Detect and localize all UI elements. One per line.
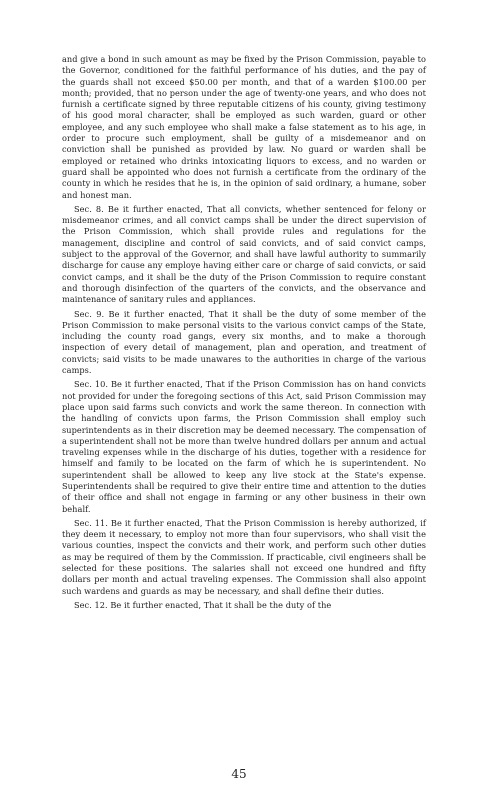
section-label: Sec. 11.	[74, 517, 108, 528]
paragraph-text: Be it further enacted, That it shall be the duty of the	[110, 599, 332, 610]
paragraph-text: Be it further enacted, That all convicts, whether sentenced for felony or misdemeanor crimes, and all convict camps shall be under the direct supervision of the Prison Commission, which shall provide rules and regulations for the management, discipline and control of said convicts, and of said convict camps, subject to the approval of the Governor, and shall have lawful authority to summarily discharge for cause any employe having either care or charge of said convicts, or said convict camps, and it shall be the duty of the Prison Commission to require constant and thorough disinfection of the quarters of the convicts, and the observance and maintenance of sanitary rules and appliances.	[62, 203, 427, 305]
paragraph-sec-10	[62, 379, 426, 515]
section-label: Sec. 10.	[74, 379, 108, 390]
paragraph-sec-11	[62, 518, 426, 597]
paragraph-text: Be it further enacted, That the Prison Commission is hereby authorized, if they deem it necessary, to employ not more than four supervisors, who shall visit the various counties, inspect the convicts and their work, and perform such other duties as may be required of them by the Commission. If practicable, civil engineers shall be selected for these positions. The salaries shall not exceed one hundred and fifty dollars per month and actual traveling expenses. The Commission shall also appoint such wardens and guards as may be necessary, and shall define their duties.	[62, 517, 427, 596]
paragraph-sec-9	[62, 309, 426, 377]
page-number: 45	[231, 767, 247, 781]
paragraph-continuation	[62, 54, 426, 201]
paragraph-text: and give a bond in such amount as may be fixed by the Prison Commission, payable to the Governor, conditioned for the faithful performance of his duties, and the pay of the guards shall not exceed $50.00 per month, and that of a warden $100.00 per month; provided, that no person under the age of twenty-one years, and who does not furnish a certificate signed by three reputable citizens of his county, giving testimony of his good moral character, shall be employed as such warden, guard or other employee, and any such employee who shall make a false statement as to his age, in order to procure such employment, shall be guilty of a misdemeanor and on conviction shall be punished as provided by law. No guard or warden shall be employed or retained who drinks intoxicating liquors to excess, and no warden or guard shall be appointed who does not furnish a certificate from the ordinary of the county in which he resides that he is, in the opinion of said ordinary, a humane, sober and honest man.	[62, 54, 426, 200]
body-text	[62, 54, 426, 614]
section-label: Sec. 9.	[74, 308, 105, 319]
paragraph-text: Be it further enacted, That if the Prison Commission has on hand convicts not provided for under the foregoing sections of this Act, said Prison Commission may place upon said farms such convicts and work the same thereon. In connection with the handling of convicts upon farms, the Prison Commission shall employ such superintendents as in their discretion may be deemed necessary. The compensation of a superintendent shall not be more than twelve hundred dollars per annum and actual traveling expenses while in the discharge of his duties, together with a residence for himself and family to be located on the farm of which he is superintendent. No superintendent shall be allowed to keep any live stock at the State's expense. Superintendents shall be required to give their entire time and attention to the duties of their office and shall not engage in farming or any other business in their own behalf.	[62, 379, 426, 514]
paragraph-text: Be it further enacted, That it shall be the duty of some member of the Prison Commission to make personal visits to the various convict camps of the State, including the county road gangs, every six months, and to make a thorough inspection of every detail of management, plan and operation, and treatment of convicts; said visits to be made unawares to the authorities in charge of the various camps.	[62, 308, 426, 376]
paragraph-sec-12	[62, 600, 426, 611]
section-label: Sec. 12.	[74, 599, 108, 610]
paragraph-sec-8	[62, 204, 426, 306]
section-label: Sec. 8.	[74, 203, 104, 214]
